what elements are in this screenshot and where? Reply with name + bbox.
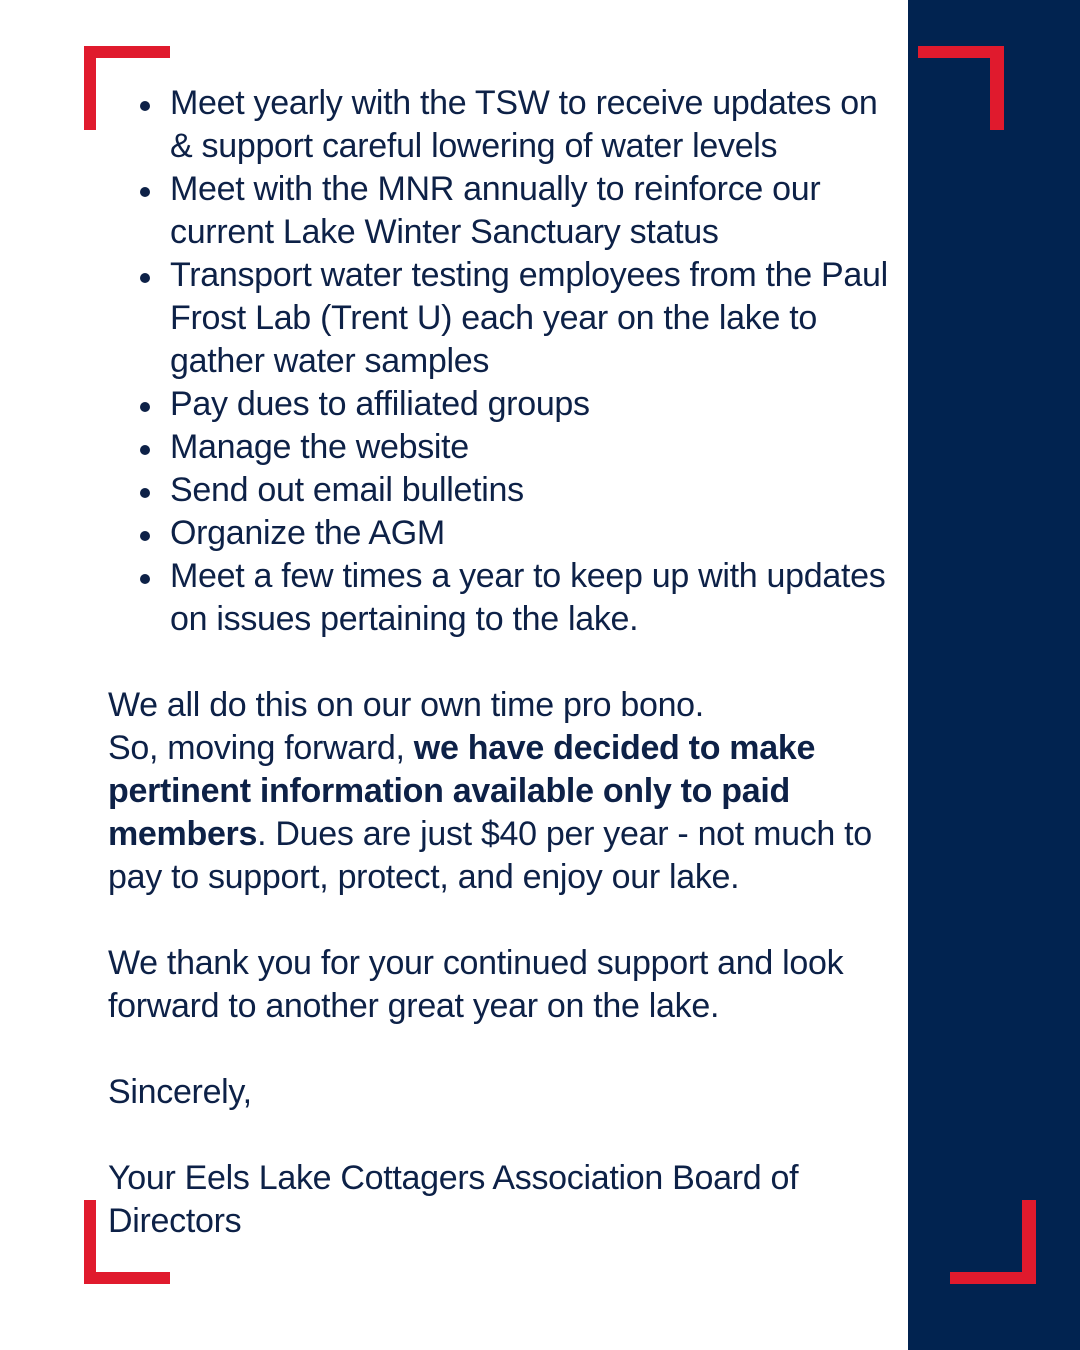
task-item: Send out email bulletins (108, 469, 898, 512)
pro-bono-paragraph (108, 684, 898, 899)
bullet-icon (140, 402, 150, 412)
membership-emphasis: we have decided to make pertinent information available only to paid members (108, 729, 816, 853)
bullet-icon (140, 531, 150, 541)
task-item: Transport water testing employees from the Paul Frost Lab (Trent U) each year on the lake to gather water samples (108, 254, 898, 383)
thanks-paragraph: We thank you for your continued support and look forward to another great year on the lake. (108, 944, 844, 1025)
task-item: Meet a few times a year to keep up with updates on issues pertaining to the lake. (108, 555, 898, 641)
bullet-icon (140, 187, 150, 197)
task-item: Manage the website (108, 426, 898, 469)
bullet-icon (140, 101, 150, 111)
task-item: Organize the AGM (108, 512, 898, 555)
task-item: Meet with the MNR annually to reinforce our current Lake Winter Sanctuary status (108, 168, 898, 254)
bullet-icon (140, 488, 150, 498)
closing: Sincerely, (108, 1073, 252, 1111)
task-item: Meet yearly with the TSW to receive updates on & support careful lowering of water levels (108, 82, 898, 168)
navy-side-panel (908, 0, 1080, 1350)
signature: Your Eels Lake Cottagers Association Board of Directors (108, 1159, 799, 1240)
bullet-icon (140, 574, 150, 584)
task-list (108, 82, 898, 641)
task-item: Pay dues to affiliated groups (108, 383, 898, 426)
letter-body (108, 82, 898, 1243)
bullet-icon (140, 445, 150, 455)
bullet-icon (140, 273, 150, 283)
pro-bono-line: We all do this on our own time pro bono. (108, 686, 704, 724)
membership-notice: So, moving forward, we have decided to make pertinent information available only to paid members. Dues are just $40 per year - not much to pay to support, protect, and enjoy our lake. (108, 729, 872, 896)
